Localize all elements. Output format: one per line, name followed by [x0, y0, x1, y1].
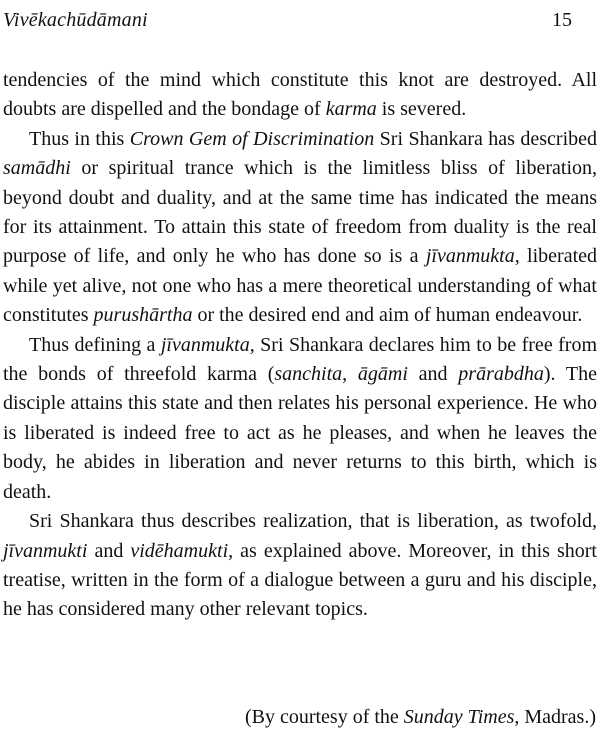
body-text: [3, 66, 597, 625]
italic-term: jīvanmukta: [160, 333, 250, 356]
credit-suffix: , Madras.): [514, 706, 596, 728]
paragraph-1: [3, 66, 597, 125]
text-run: , liberated while yet alive, not one who has a mere theoretical understanding of what constitutes: [3, 245, 598, 327]
paragraph-4: [3, 507, 597, 625]
text-run: and: [407, 363, 459, 386]
paragraph-2: [3, 125, 597, 331]
text-run: Thus defining a: [29, 333, 161, 356]
text-run: or the desired end and aim of human endeavour.: [192, 304, 583, 327]
text-run: and: [87, 539, 131, 562]
italic-term: prārabdha: [458, 363, 544, 386]
italic-term: jīvanmukti: [3, 539, 88, 562]
page-header: [0, 9, 600, 39]
text-run: Sri Shankara thus describes realization, that is liberation, as twofold,: [29, 510, 597, 533]
text-run: or spiritual trance which is the limitless bliss of liberation, beyond doubt and duality, and at the same time has indicated the means for its attainment. To attain this state of freedom from duality is the real purpose of life, and only he who has done so is a: [3, 157, 597, 268]
book-title: Crown Gem of Discrimination: [129, 127, 375, 150]
paragraph-3: [3, 331, 597, 507]
italic-term: sanchita: [274, 363, 343, 386]
italic-term: karma: [325, 98, 377, 121]
italic-term: samādhi: [3, 157, 71, 180]
text-run: , Sri Shankara declares him to be free from the bonds of threefold karma (: [3, 333, 598, 386]
italic-term: jīvanmukta: [425, 245, 515, 268]
text-run: Thus in this: [29, 127, 130, 150]
italic-term: purushārtha: [93, 304, 193, 327]
text-run: is severed.: [376, 98, 467, 121]
text-run: ,: [342, 363, 358, 386]
running-title: Vivēkachūdāmani: [3, 9, 148, 31]
credit-prefix: (By courtesy of the: [244, 706, 404, 728]
italic-term: āgāmi: [357, 363, 408, 386]
text-run: , as explained above. Moreover, in this short treatise, written in the form of a dialogue between a guru and his disciple, he has considered many other relevant topics.: [3, 539, 597, 621]
italic-term: vidēhamukti: [130, 539, 229, 562]
text-run: ). The disciple attains this state and then relates his personal experience. He who is liberated is indeed free to act as he pleases, and when he leaves the body, he abides in liberation and never returns to this birth, which is death.: [3, 363, 597, 503]
newspaper-name: Sunday Times: [403, 706, 515, 728]
text-run: Sri Shankara has described: [374, 127, 598, 150]
text-run: tendencies of the mind which constitute this knot are destroyed. All doubts are dispelled and the bondage of: [3, 69, 597, 121]
source-credit: [245, 706, 596, 729]
page-number: 15: [552, 9, 572, 31]
